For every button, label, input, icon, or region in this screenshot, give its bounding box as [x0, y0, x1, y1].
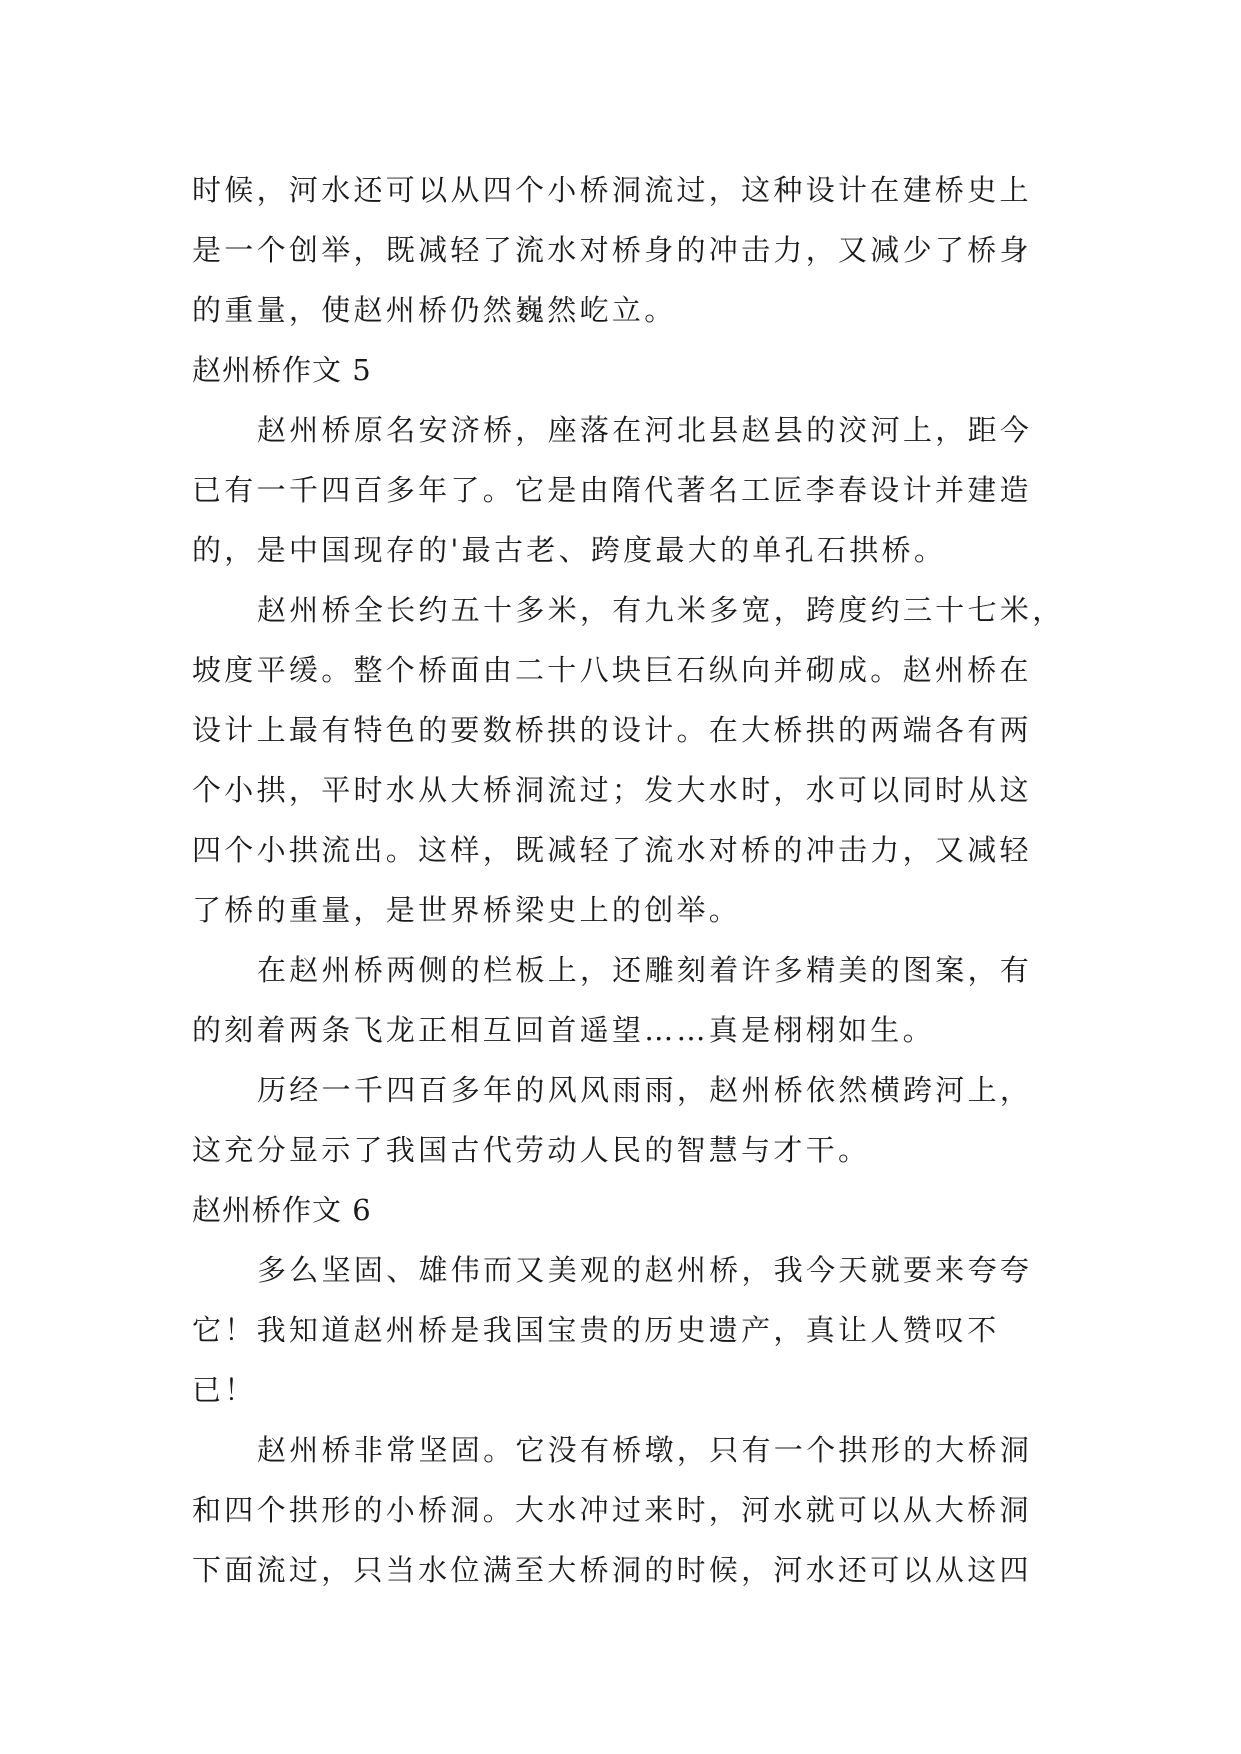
text-line: 多么坚固、雄伟而又美观的赵州桥，我今天就要来夸夸: [257, 1253, 1033, 1287]
text-line: 时候，河水还可以从四个小桥洞流过，这种设计在建桥史上: [192, 173, 1032, 207]
text-line: 设计上最有特色的要数桥拱的设计。在大桥拱的两端各有两: [192, 713, 1032, 747]
text-line: 在赵州桥两侧的栏板上，还雕刻着许多精美的图案，有: [257, 953, 1033, 987]
text-line: 是一个创举，既减轻了流水对桥身的冲击力，又减少了桥身: [192, 233, 1032, 267]
text-line: 个小拱，平时水从大桥洞流过；发大水时，水可以同时从这: [192, 773, 1032, 807]
text-line: 的刻着两条飞龙正相互回首遥望……真是栩栩如生。: [192, 1013, 935, 1047]
text-line: 的重量，使赵州桥仍然巍然屹立。: [192, 293, 677, 327]
text-line: 下面流过，只当水位满至大桥洞的时候，河水还可以从这四: [192, 1553, 1032, 1587]
section-heading: 赵州桥作文 5: [192, 353, 372, 387]
text-line: 的，是中国现存的'最古老、跨度最大的单孔石拱桥。: [192, 533, 947, 567]
text-line: 四个小拱流出。这样，既减轻了流水对桥的冲击力，又减轻: [192, 833, 1032, 867]
text-line: 已有一千四百多年了。它是由隋代著名工匠李春设计并建造: [192, 473, 1032, 507]
text-line: 这充分显示了我国古代劳动人民的智慧与才干。: [192, 1133, 871, 1167]
text-line: 坡度平缓。整个桥面由二十八块巨石纵向并砌成。赵州桥在: [192, 653, 1032, 687]
text-line: 赵州桥原名安济桥，座落在河北县赵县的洨河上，距今: [257, 413, 1033, 447]
text-line: 它！我知道赵州桥是我国宝贵的历史遗产，真让人赞叹不: [192, 1313, 1000, 1347]
text-line: 和四个拱形的小桥洞。大水冲过来时，河水就可以从大桥洞: [192, 1493, 1032, 1527]
text-line: 了桥的重量，是世界桥梁史上的创举。: [192, 893, 742, 927]
text-line: 已！: [192, 1373, 257, 1407]
document-body: [192, 160, 1065, 1600]
section-heading: 赵州桥作文 6: [192, 1193, 372, 1227]
text-line: 赵州桥全长约五十多米，有九米多宽，跨度约三十七米，: [257, 593, 1065, 627]
text-line: 赵州桥非常坚固。它没有桥墩，只有一个拱形的大桥洞: [257, 1433, 1033, 1467]
text-line: 历经一千四百多年的风风雨雨，赵州桥依然横跨河上，: [257, 1073, 1033, 1107]
